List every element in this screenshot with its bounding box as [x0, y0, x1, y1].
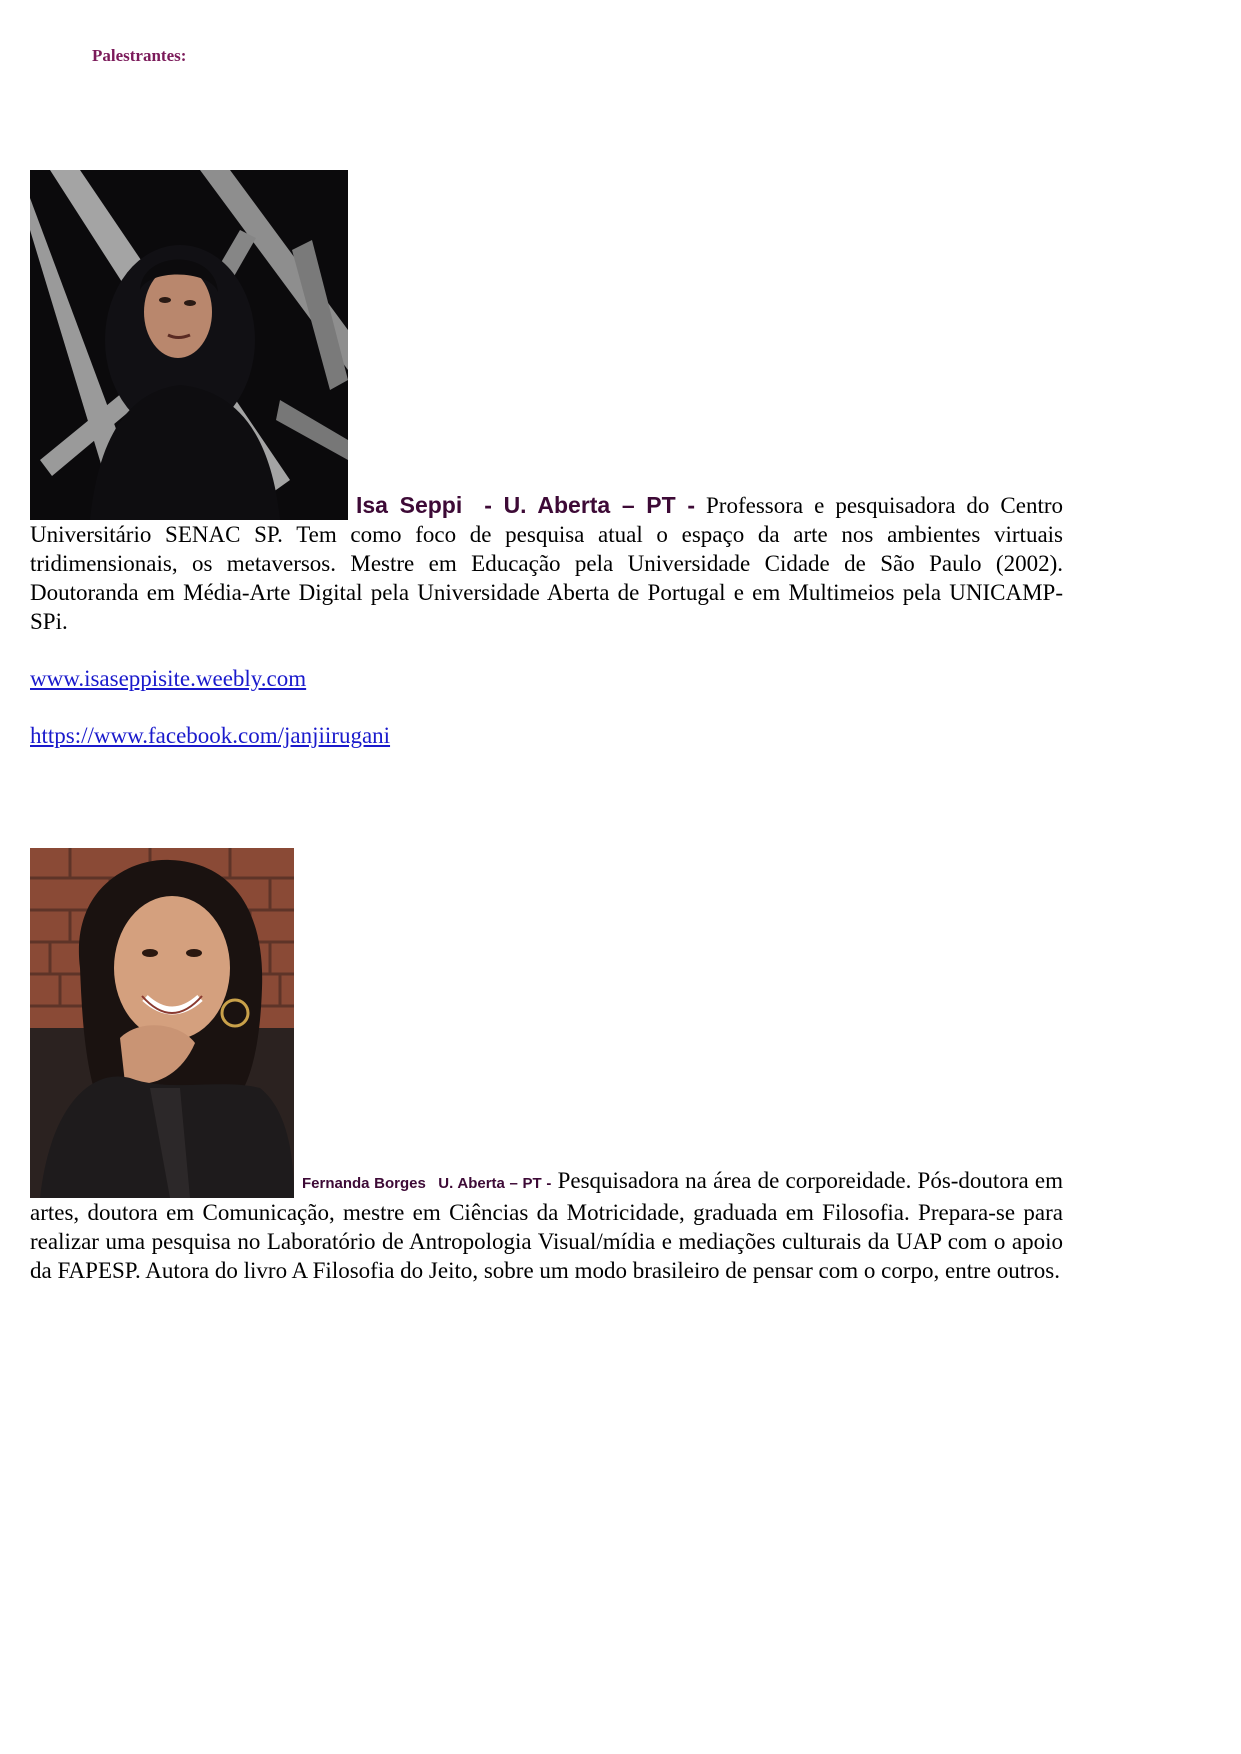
facebook-link[interactable]: https://www.facebook.com/janjiirugani	[30, 723, 391, 748]
link-row	[30, 721, 1063, 750]
speaker-photo	[30, 848, 294, 1198]
speaker-name: Isa Seppi	[356, 492, 463, 518]
speaker-isa-seppi	[30, 170, 1063, 750]
speaker-name: Fernanda Borges	[302, 1175, 426, 1192]
website-link[interactable]: www.isaseppisite.weebly.com	[30, 666, 307, 691]
speaker-affiliation: - U. Aberta – PT -	[484, 492, 695, 518]
speaker-bio-paragraph	[30, 848, 1063, 1285]
speaker-photo	[30, 170, 348, 520]
link-row	[30, 664, 1063, 693]
speaker-affiliation: U. Aberta – PT -	[438, 1175, 552, 1192]
speaker-fernanda-borges	[30, 848, 1063, 1285]
speaker-bio-text: Professora e pesquisadora do Centro Universitário SENAC SP. Tem como foco de pesquisa atual o espaço da arte nos ambientes virtuais tridimensionais, os metaversos. Mestre em Educação pela Universidade Cidade de São Paulo (2002). Doutoranda em Média-Arte Digital pela Universidade Aberta de Portugal e em Multimeios pela UNICAMP- SPi.	[30, 493, 1064, 634]
speaker-bio-paragraph	[30, 170, 1063, 636]
page-title: Palestrantes:	[92, 46, 187, 65]
speaker-bio-text: Pesquisadora na área de corporeidade. Pós-doutora em artes, doutora em Comunicação, mestre em Ciências da Motricidade, graduada em Filosofia. Prepara-se para realizar uma pesquisa no Laboratório de Antropologia Visual/mídia e mediações culturais da UAP com o apoio da FAPESP. Autora do livro A Filosofia do Jeito, sobre um modo brasileiro de pensar com o corpo, entre outros.	[30, 1168, 1064, 1283]
